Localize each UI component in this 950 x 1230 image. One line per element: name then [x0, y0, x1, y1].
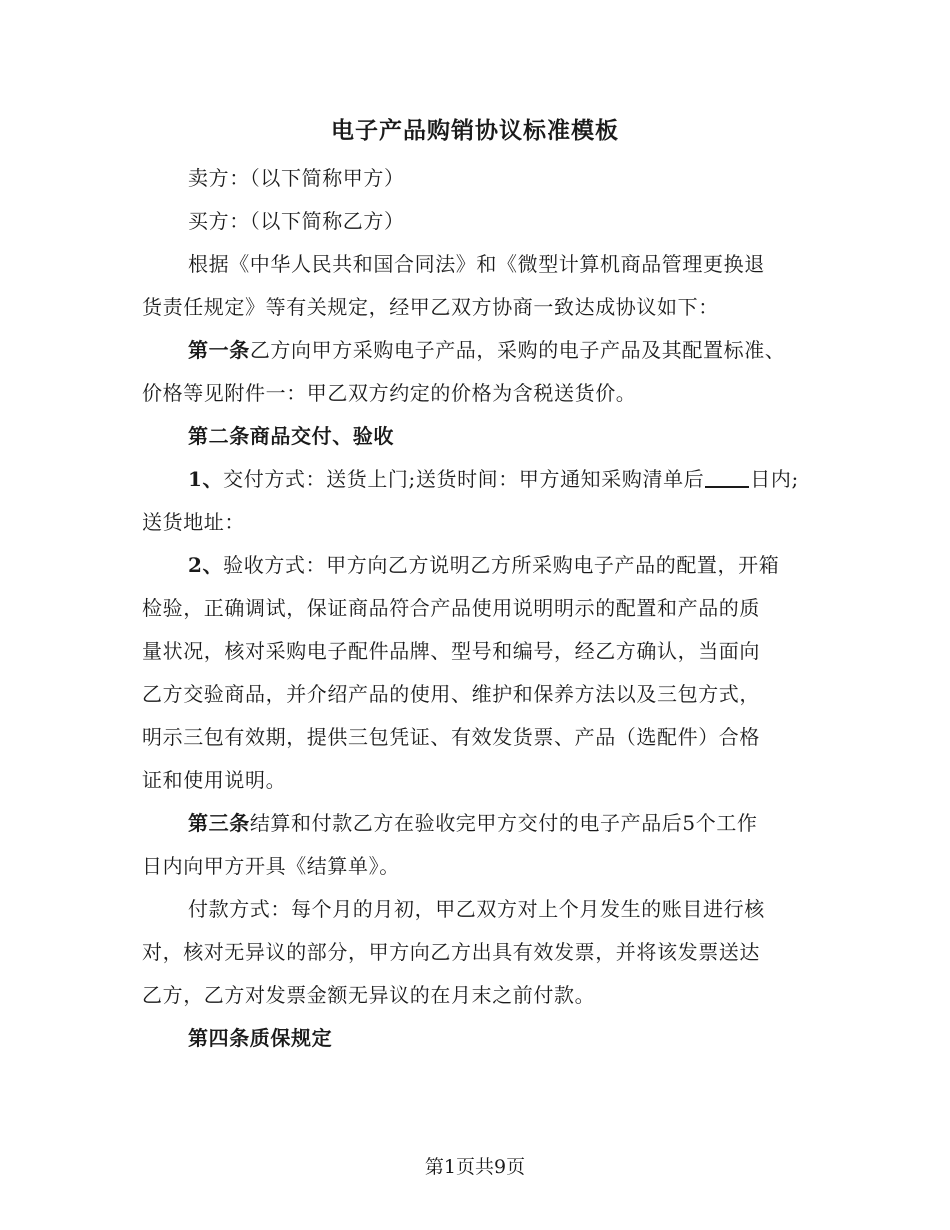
item-2-line-3: 量状况，核对采购电子配件品牌、型号和编号，经乙方确认，当面向 [142, 639, 760, 663]
article-1-line-1 [188, 334, 785, 363]
days-blank-field [705, 468, 749, 488]
item-1-text-b: 日内; [750, 467, 799, 491]
payment-line-3: 乙方，乙方对发票金额无异议的在月末之前付款。 [142, 983, 596, 1007]
intro-line-2: 货责任规定》等有关规定，经甲乙双方协商一致达成协议如下： [142, 295, 719, 319]
article-1-text: 乙方向甲方采购电子产品，采购的电子产品及其配置标准、 [249, 338, 786, 362]
payment-line-1: 付款方式：每个月的月初，甲乙双方对上个月发生的账目进行核 [188, 897, 765, 921]
item-1-line-1 [188, 463, 799, 492]
item-2-line-2: 检验，正确调试，保证商品符合产品使用说明明示的配置和产品的质 [142, 596, 760, 620]
article-3-line-1 [188, 807, 758, 836]
page-number: 第1页共9页 [424, 1156, 526, 1178]
item-2-line-4: 乙方交验商品，并介绍产品的使用、维护和保养方法以及三包方式， [142, 682, 760, 706]
item-1-number: 1、 [188, 467, 224, 491]
seller-line: 卖方：（以下简称甲方） [188, 166, 405, 190]
article-3-label: 第三条 [188, 811, 250, 835]
article-4-heading: 第四条质保规定 [188, 1026, 333, 1050]
item-2-line-5: 明示三包有效期，提供三包凭证、有效发货票、产品（选配件）合格 [142, 725, 760, 749]
article-1-label: 第一条 [188, 338, 250, 362]
intro-line-1: 根据《中华人民共和国合同法》和《微型计算机商品管理更换退 [188, 252, 765, 276]
item-2-number: 2、 [188, 553, 224, 577]
item-2-text: 验收方式：甲方向乙方说明乙方所采购电子产品的配置，开箱 [223, 553, 780, 577]
article-3-text: 结算和付款乙方在验收完甲方交付的电子产品后5个工作 [249, 811, 758, 835]
article-1-line-2: 价格等见附件一：甲乙双方约定的价格为含税送货价。 [142, 381, 637, 405]
item-2-line-6: 证和使用说明。 [142, 768, 287, 792]
item-1-text-a: 交付方式：送货上门;送货时间：甲方通知采购清单后 [223, 467, 705, 491]
item-1-line-2: 送货地址： [142, 510, 245, 534]
article-3-line-2: 日内向甲方开具《结算单》。 [142, 854, 400, 878]
document-title: 电子产品购销协议标准模板 [331, 117, 619, 144]
article-2-heading: 第二条商品交付、验收 [188, 424, 394, 448]
buyer-line: 买方：（以下简称乙方） [188, 209, 405, 233]
item-2-line-1 [188, 549, 779, 578]
payment-line-2: 对，核对无异议的部分，甲方向乙方出具有效发票，并将该发票送达 [142, 940, 760, 964]
